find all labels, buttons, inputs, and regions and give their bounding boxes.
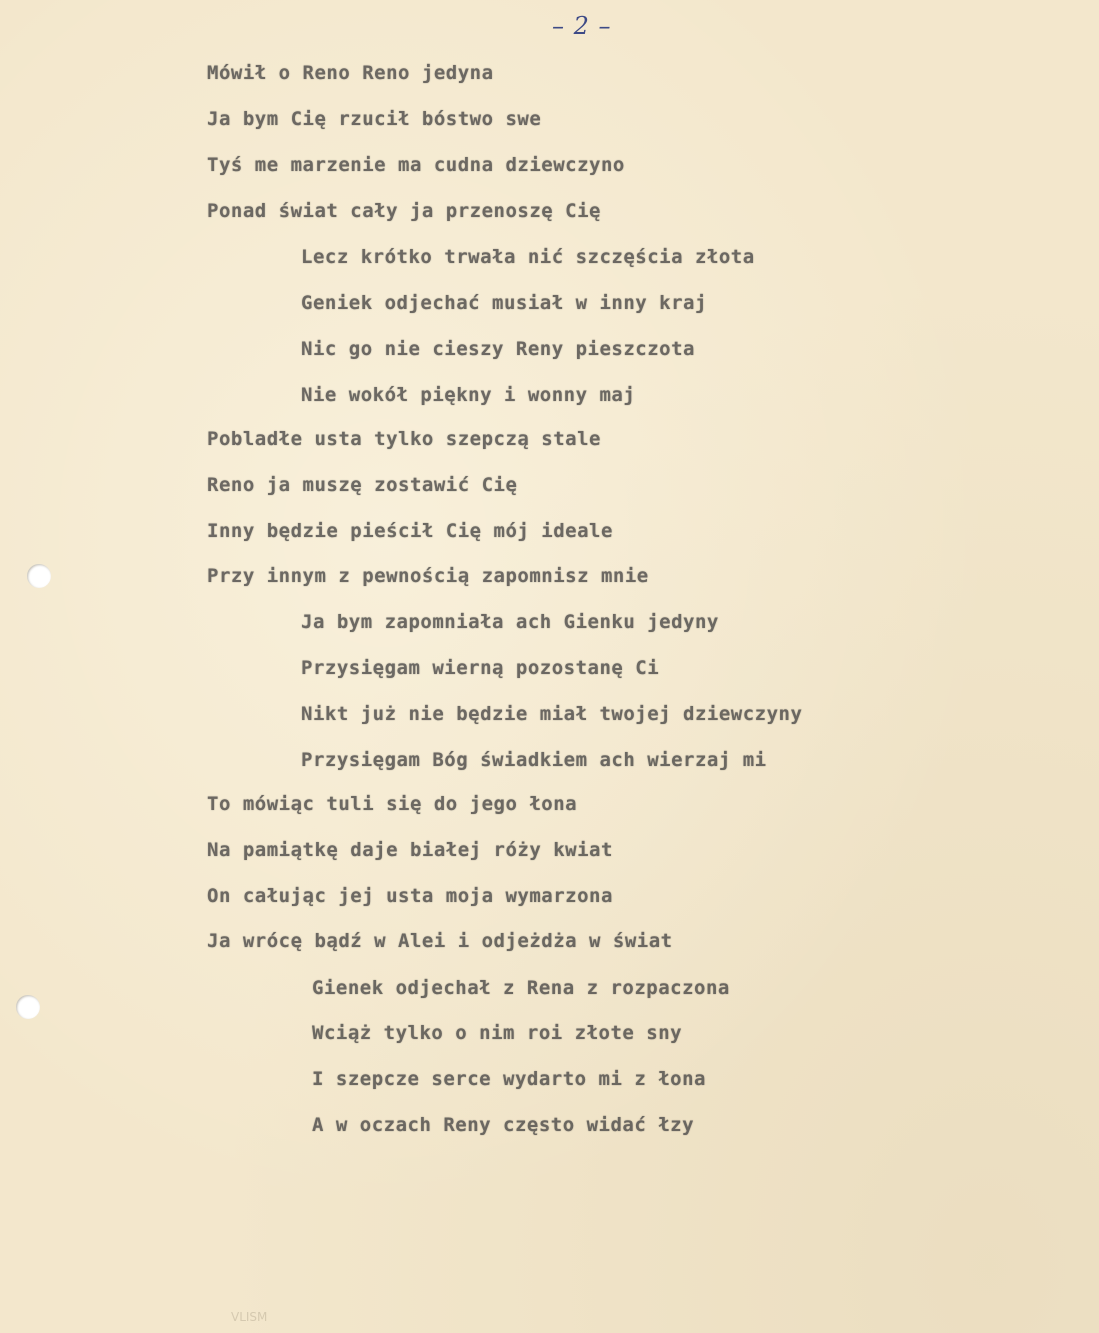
poem-line: Nic go nie cieszy Reny pieszczota: [301, 338, 695, 360]
poem-line: Tyś me marzenie ma cudna dziewczyno: [207, 154, 625, 176]
poem-line: To mówiąc tuli się do jego łona: [207, 793, 578, 815]
poem-line: Gienek odjechał z Rena z rozpaczona: [312, 977, 730, 999]
page-number: – 2 –: [552, 12, 612, 40]
poem-line: Ja wrócę bądź w Alei i odjeżdża w świat: [207, 930, 673, 952]
poem-line: I szepcze serce wydarto mi z łona: [312, 1068, 706, 1090]
poem-line: Ponad świat cały ja przenoszę Cię: [207, 200, 601, 222]
poem-line: Ja bym zapomniała ach Gienku jedyny: [301, 611, 719, 633]
poem-line: Lecz krótko trwała nić szczęścia złota: [301, 246, 755, 268]
poem-line: A w oczach Reny często widać łzy: [312, 1114, 695, 1136]
poem-line: Geniek odjechać musiał w inny kraj: [301, 292, 707, 314]
archive-stamp: VLISM: [231, 1310, 268, 1324]
poem-line: Pobladłe usta tylko szepczą stale: [207, 428, 601, 450]
poem-line: Przysięgam wierną pozostanę Ci: [301, 657, 660, 679]
poem-line: Nikt już nie będzie miał twojej dziewczyny: [301, 703, 803, 725]
poem-line: Przysięgam Bóg świadkiem ach wierzaj mi: [301, 749, 767, 771]
poem-line: Nie wokół piękny i wonny maj: [301, 384, 636, 406]
poem-line: Reno ja muszę zostawić Cię: [207, 474, 518, 496]
poem-line: Wciąż tylko o nim roi złote sny: [312, 1022, 683, 1044]
poem-line: Inny będzie pieścił Cię mój ideale: [207, 520, 613, 542]
poem-line: On całując jej usta moja wymarzona: [207, 885, 613, 907]
poem-line: Przy innym z pewnością zapomnisz mnie: [207, 565, 649, 587]
poem-line: Ja bym Cię rzucił bóstwo swe: [207, 108, 542, 130]
poem-line: Na pamiątkę daje białej róży kwiat: [207, 839, 613, 861]
poem-line: Mówił o Reno Reno jedyna: [207, 62, 494, 84]
